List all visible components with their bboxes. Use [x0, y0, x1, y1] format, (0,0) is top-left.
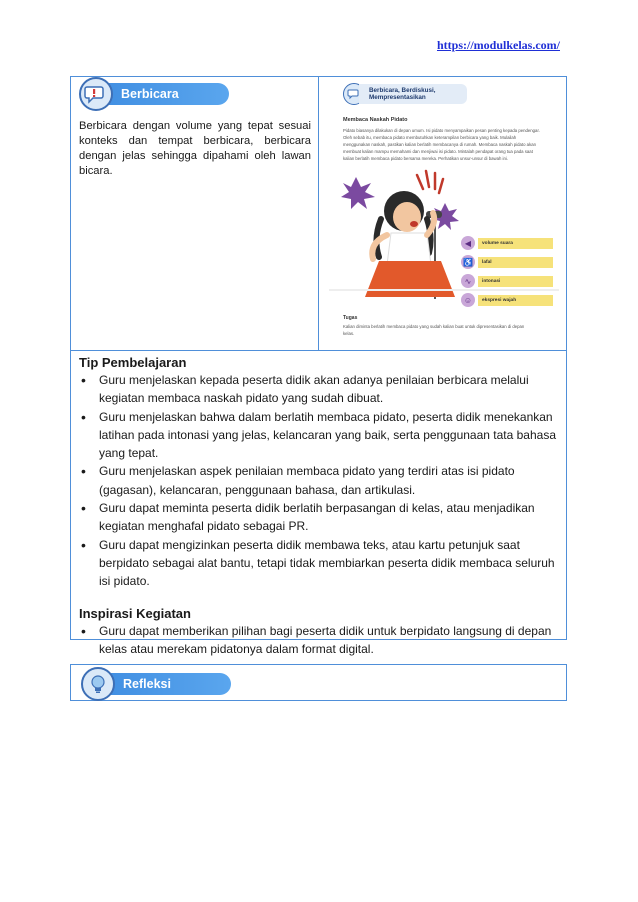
list-item: • Guru dapat meminta peserta didik berlatih berpasangan di kelas, atau menjadikan kegiatan menghafal pidato sebagai PR. [79, 499, 559, 536]
textbook-header-title: Berbicara, Berdiskusi, Mempresentasikan [359, 84, 467, 104]
tugas-title: Tugas [343, 315, 358, 321]
legend-item [461, 292, 553, 308]
lightbulb-icon [81, 667, 115, 701]
face-icon: ☺ [461, 293, 475, 307]
list-item: • Guru menjelaskan kepada peserta didik akan adanya penilaian berbicara melalui kegiatan membaca naskah pidato yang sudah dibuat. [79, 371, 559, 408]
tips-title: Tip Pembelajaran [79, 355, 187, 370]
learning-tips-section [79, 355, 559, 658]
textbook-section-title: Membaca Naskah Pidato [343, 117, 408, 123]
legend-item [461, 235, 553, 251]
legend-label: intonasi [478, 276, 553, 287]
speech-elements-legend [461, 235, 553, 311]
list-item: • Guru dapat mengizinkan peserta didik membawa teks, atau kartu petunjuk saat berpidato sebagai alat bantu, tetapi tidak membiarkan peserta didik membaca seluruh isi pidato. [79, 536, 559, 591]
tips-list [79, 371, 559, 591]
legend-item [461, 273, 553, 289]
tugas-text: Kalian diminta berlatih membaca pidato yang sudah kalian buat untuk dipresentasikan di depan kelas. [343, 324, 525, 336]
refleksi-box [70, 664, 567, 701]
berbicara-column [71, 77, 319, 351]
refleksi-badge [85, 673, 231, 695]
legend-label: volume suara [478, 238, 553, 249]
berbicara-label: Berbicara [83, 83, 229, 105]
berbicara-badge [83, 83, 229, 105]
berbicara-description: Berbicara dengan volume yang tepat sesuai konteks dan tempat berbicara, berbicara dengan jelas sehingga dipahami oleh lawan bicara. [79, 120, 311, 177]
refleksi-label: Refleksi [85, 673, 231, 695]
activity-box [70, 76, 567, 656]
top-row [71, 77, 566, 351]
legend-label: lafal [478, 257, 553, 268]
textbook-excerpt [319, 77, 566, 351]
speech-bubble-icon [79, 77, 113, 111]
list-item: • Guru menjelaskan bahwa dalam berlatih membaca pidato, peserta didik menekankan latihan pada intonasi yang jelas, kelancaran yang baik, serta penggunaan tata bahasa yang tepat. [79, 408, 559, 463]
list-item: • Guru menjelaskan aspek penilaian membaca pidato yang terdiri atas isi pidato (gagasan), kelancaran, penggunaan bahasa, dan artikulasi. [79, 462, 559, 499]
textbook-paragraph: Pidato biasanya dilakukan di depan umum. Isi pidato menyampaikan pesan penting kepada pendengar. Oleh sebab itu, membaca pidato membutuhkan keterampilan berbicara yang baik. Mulailah menggunakan naskah, pastikan kalian berlatih membacanya di rumah. Membaca naskah pidato akan membuat kalian mampu memahami dan menjiwai isi pidato. Mintalah pendapat orang tua pada saat kalian berlatih membaca pidato bersama mereka. Perhatikan unsur-unsur di bawah ini. [343, 128, 540, 161]
speaker-icon: ◀ [461, 236, 475, 250]
legend-item [461, 254, 553, 270]
wheelchair-icon: ♿ [461, 255, 475, 269]
list-item: • Guru dapat memberikan pilihan bagi peserta didik untuk berpidato langsung di depan kelas atau merekam pidatonya dalam format digital. [79, 622, 559, 659]
inspirasi-list [79, 622, 559, 659]
inspirasi-title: Inspirasi Kegiatan [79, 605, 191, 621]
wave-icon: ∿ [461, 274, 475, 288]
legend-label: ekspresi wajah [478, 295, 553, 306]
site-url-link[interactable]: https://modulkelas.com/ [436, 38, 560, 52]
textbook-header [343, 83, 467, 105]
